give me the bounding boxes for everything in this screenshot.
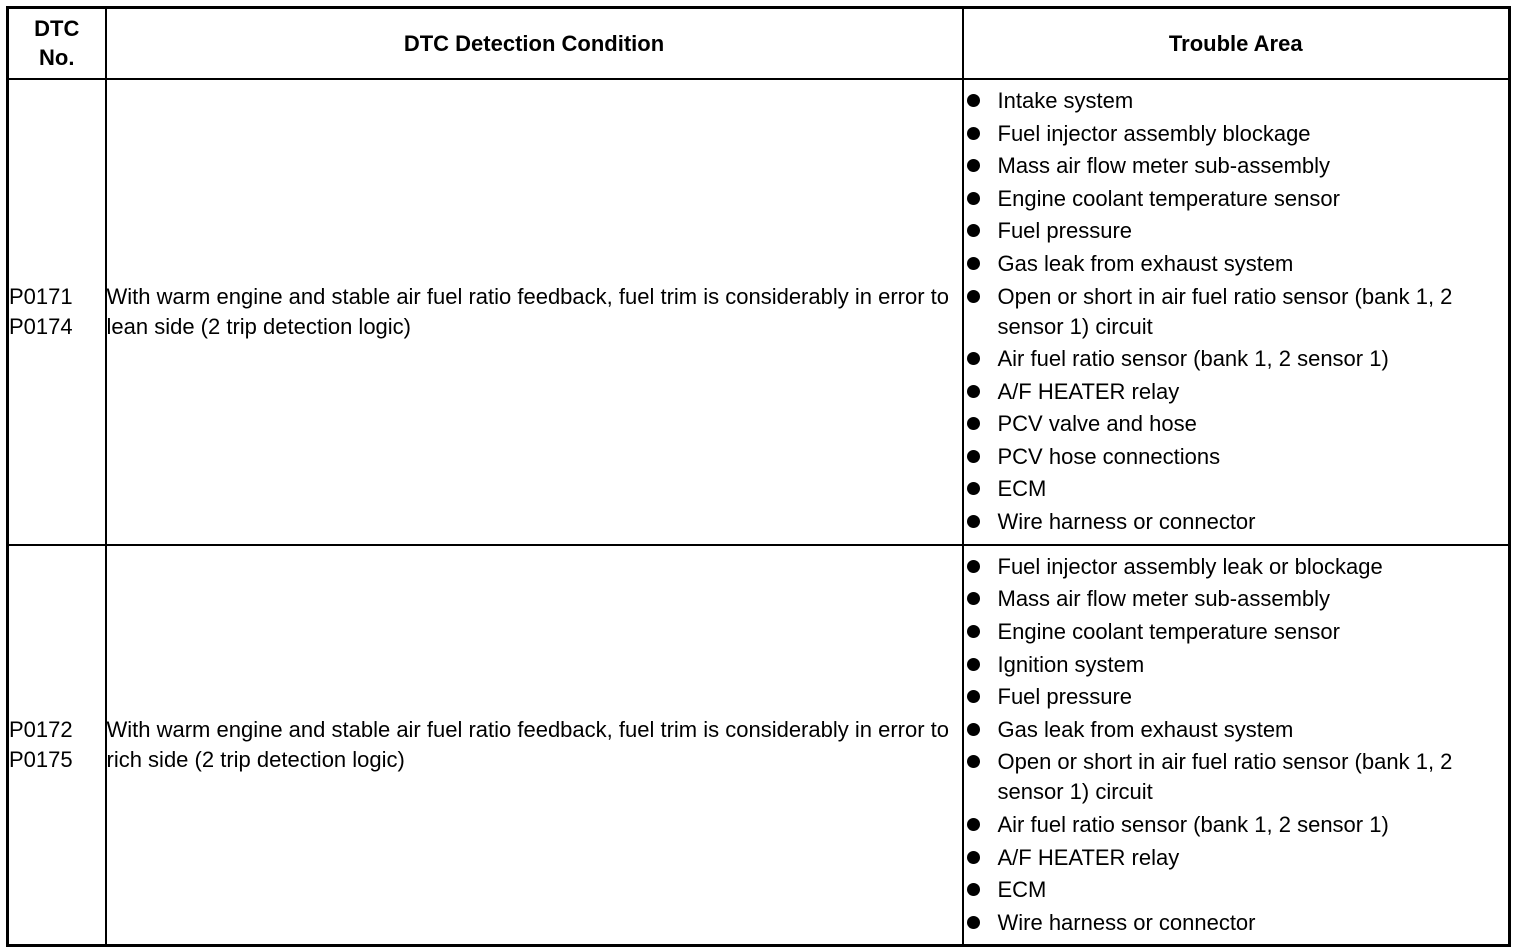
list-item: [964, 377, 1509, 407]
trouble-area-text: Intake system: [997, 87, 1134, 113]
table-row: [8, 79, 1510, 545]
trouble-area-text: Open or short in air fuel ratio sensor (bank 1, 2 sensor 1) circuit: [997, 749, 1453, 805]
bullet-icon: [967, 127, 980, 140]
list-item: [964, 908, 1509, 938]
list-item: [964, 474, 1509, 504]
bullet-icon: [967, 482, 980, 495]
list-item: [964, 409, 1509, 439]
trouble-area-text: Gas leak from exhaust system: [997, 250, 1294, 276]
table-header-row: [8, 8, 1510, 79]
bullet-icon: [967, 290, 980, 303]
list-item: [964, 682, 1509, 712]
dtc-code: P0172: [9, 716, 73, 742]
trouble-area-text: Air fuel ratio sensor (bank 1, 2 sensor 1): [997, 346, 1389, 372]
header-dtc-no: [8, 8, 106, 79]
trouble-area-text: Engine coolant temperature sensor: [997, 185, 1340, 211]
trouble-area-text: Fuel injector assembly leak or blockage: [997, 553, 1383, 579]
list-item: [964, 507, 1509, 537]
list-item: [964, 282, 1509, 342]
bullet-icon: [967, 560, 980, 573]
bullet-icon: [967, 625, 980, 638]
list-item: [964, 650, 1509, 680]
detection-condition-cell: With warm engine and stable air fuel ratio feedback, fuel trim is considerably in error to rich side (2 trip detection logic): [106, 545, 963, 946]
bullet-icon: [967, 94, 980, 107]
bullet-icon: [967, 755, 980, 768]
trouble-area-list: [964, 86, 1509, 537]
trouble-area-text: PCV hose connections: [997, 443, 1221, 469]
detection-condition-cell: With warm engine and stable air fuel ratio feedback, fuel trim is considerably in error to lean side (2 trip detection logic): [106, 79, 963, 545]
list-item: [964, 810, 1509, 840]
dtc-code-cell: [8, 79, 106, 545]
bullet-icon: [967, 450, 980, 463]
trouble-area-text: Fuel pressure: [997, 684, 1133, 710]
bullet-icon: [967, 916, 980, 929]
trouble-area-cell: [963, 79, 1510, 545]
header-detection-condition: DTC Detection Condition: [106, 8, 963, 79]
trouble-area-text: Wire harness or connector: [997, 509, 1256, 535]
header-dtc-no-line1: DTC: [34, 16, 80, 42]
trouble-area-text: ECM: [997, 476, 1047, 502]
dtc-code: P0174: [9, 313, 73, 339]
bullet-icon: [967, 723, 980, 736]
trouble-area-text: Mass air flow meter sub-assembly: [997, 586, 1331, 612]
bullet-icon: [967, 515, 980, 528]
trouble-area-text: ECM: [997, 877, 1047, 903]
dtc-code: P0171: [9, 283, 73, 309]
trouble-area-text: A/F HEATER relay: [997, 844, 1180, 870]
dtc-table: [6, 6, 1511, 947]
dtc-code-cell: [8, 545, 106, 946]
dtc-code: P0175: [9, 746, 73, 772]
list-item: [964, 119, 1509, 149]
bullet-icon: [967, 385, 980, 398]
list-item: [964, 584, 1509, 614]
table-row: [8, 545, 1510, 946]
bullet-icon: [967, 658, 980, 671]
trouble-area-text: Fuel injector assembly blockage: [997, 120, 1311, 146]
trouble-area-text: Mass air flow meter sub-assembly: [997, 153, 1331, 179]
trouble-area-text: Engine coolant temperature sensor: [997, 618, 1340, 644]
list-item: [964, 249, 1509, 279]
list-item: [964, 442, 1509, 472]
trouble-area-cell: [963, 545, 1510, 946]
trouble-area-text: PCV valve and hose: [997, 411, 1197, 437]
bullet-icon: [967, 257, 980, 270]
trouble-area-text: Wire harness or connector: [997, 909, 1256, 935]
trouble-area-text: Air fuel ratio sensor (bank 1, 2 sensor 1): [997, 811, 1389, 837]
list-item: [964, 151, 1509, 181]
bullet-icon: [967, 690, 980, 703]
list-item: [964, 617, 1509, 647]
bullet-icon: [967, 224, 980, 237]
trouble-area-list: [964, 552, 1509, 938]
bullet-icon: [967, 192, 980, 205]
list-item: [964, 552, 1509, 582]
list-item: [964, 216, 1509, 246]
bullet-icon: [967, 417, 980, 430]
bullet-icon: [967, 818, 980, 831]
trouble-area-text: Ignition system: [997, 651, 1145, 677]
bullet-icon: [967, 592, 980, 605]
trouble-area-text: A/F HEATER relay: [997, 378, 1180, 404]
bullet-icon: [967, 851, 980, 864]
trouble-area-text: Fuel pressure: [997, 218, 1133, 244]
list-item: [964, 747, 1509, 807]
list-item: [964, 875, 1509, 905]
bullet-icon: [967, 352, 980, 365]
trouble-area-text: Gas leak from exhaust system: [997, 716, 1294, 742]
trouble-area-text: Open or short in air fuel ratio sensor (bank 1, 2 sensor 1) circuit: [997, 283, 1453, 339]
list-item: [964, 715, 1509, 745]
list-item: [964, 344, 1509, 374]
list-item: [964, 184, 1509, 214]
list-item: [964, 843, 1509, 873]
bullet-icon: [967, 159, 980, 172]
header-dtc-no-line2: No.: [39, 45, 75, 71]
header-trouble-area: Trouble Area: [963, 8, 1510, 79]
bullet-icon: [967, 883, 980, 896]
list-item: [964, 86, 1509, 116]
